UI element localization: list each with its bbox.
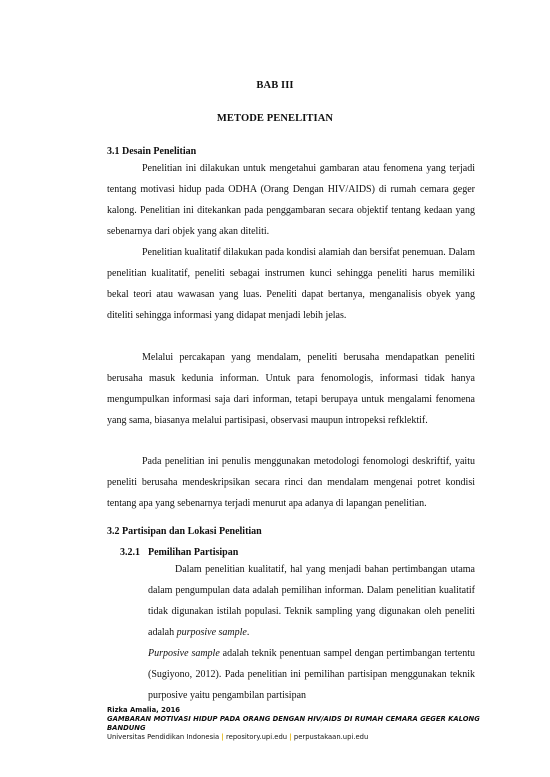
paragraph-end: . [246,626,250,638]
paragraph [148,560,475,644]
footer-author: Rizka Amalia, 2016 [107,706,181,714]
paragraph: Penelitian kualitatif dilakukan pada kondisi alamiah dan bersifat penemuan. Dalam penelitian kualitatif, peneliti sebagai instrumen kunci sehingga peneliti harus memiliki bekal teori atau wawasan yang luas. Peneliti dapat bertanya, menganalisis obyek yang diteliti sehingga informasi yang didapat menjadi lebih jelas. [107,247,475,321]
footer-library-link[interactable]: perpustakaan.upi.edu [293,733,369,741]
paragraph [148,644,475,707]
section-heading-desain: 3.1 Desain Penelitian [107,146,197,157]
footer-university: Universitas Pendidikan Indonesia [107,733,220,741]
paragraph: Melalui percakapan yang mendalam, peneliti berusaha mendapatkan peneliti berusaha masuk kedunia informan. Untuk para fenomologis, informasi tidak hanya mengumpulkan informasi saja dari informan, tetapi berupaya untuk mengalami fenomena yang sama, biasanya melalui partisipasi, observasi maupun intropeksi refklektif. [107,352,475,426]
footer-separator: | [289,733,292,741]
subsection-number: 3.2.1 [120,547,140,558]
subsection-heading: Pemilihan Partisipan [148,547,239,558]
paragraph: Pada penelitian ini penulis menggunakan metodologi fenomologi deskriftif, yaitu peneliti berusaha mendeskripsikan secara rinci dan mendalam mengenai potret kondisi tentang apa yang sebenarnya terjadi menurut apa adanya di lapangan penelitian. [107,456,475,509]
chapter-label: BAB III [256,80,294,91]
paragraph-text: Dalam penelitian kualitatif, hal yang menjadi bahan pertimbangan utama dalam pengumpulan data adalah pemilihan informan. Dalam penelitian kualitatif tidak digunakan istilah populasi. Teknik sampling yang digunakan oleh peneliti adalah [148,564,475,638]
paragraph: Penelitian ini dilakukan untuk mengetahui gambaran atau fenomena yang terjadi tentang motivasi hidup pada ODHA (Orang Dengan HIV/AIDS) di rumah cemara geger kalong. Penelitian ini ditekankan pada penggambaran secara objektif tentang kedaan yang sebenarnya dari objek yang akan diteliti. [107,163,475,237]
footer-title: GAMBARAN MOTIVASI HIDUP PADA ORANG DENGAN HIV/AIDS DI RUMAH CEMARA GEGER KALONG BANDUNG [107,715,480,732]
footer-repository-link[interactable]: repository.upi.edu [226,733,288,741]
section-heading-partisipan: 3.2 Partisipan dan Lokasi Penelitian [107,526,262,537]
italic-term: purposive sample [176,626,247,638]
footer-separator: | [221,733,224,741]
italic-term: Purposive sample [148,648,220,659]
page-footer [107,706,507,742]
chapter-title: METODE PENELITIAN [216,113,334,124]
footer-links [107,733,507,742]
paragraph-text: adalah teknik penentuan sampel dengan pertimbangan tertentu (Sugiyono, 2012). Pada penelitian ini pemilihan partisipan menggunakan teknik purposive yaitu pengambilan partisipan [148,648,475,701]
